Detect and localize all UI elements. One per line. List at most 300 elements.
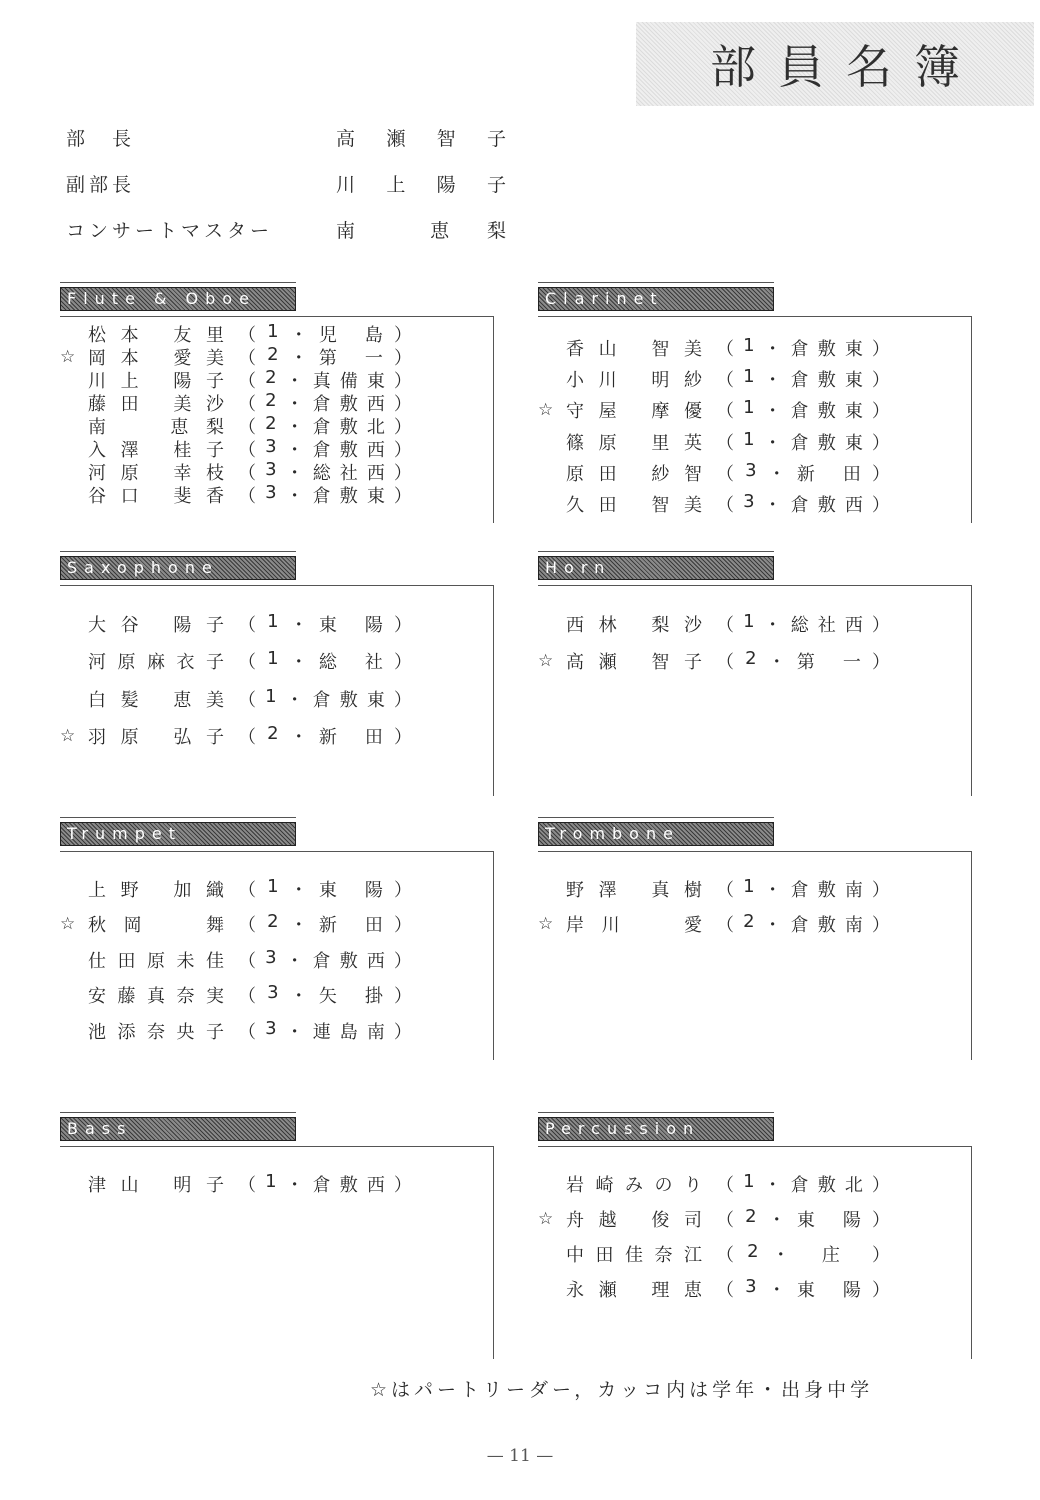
glyph: 2 — [265, 366, 277, 388]
glyph: ・ — [289, 652, 308, 674]
member-row — [538, 1236, 968, 1271]
member-list — [60, 322, 490, 506]
member-row — [60, 437, 490, 460]
member-grade-school — [716, 1276, 890, 1302]
glyph: 俊 — [651, 1209, 670, 1231]
section-top-rule — [60, 817, 296, 818]
glyph: 子 — [205, 370, 224, 392]
glyph — [153, 723, 159, 749]
glyph: 奈 — [176, 986, 195, 1008]
glyph — [631, 648, 637, 674]
officer-row — [66, 122, 526, 168]
glyph: り — [684, 1174, 702, 1196]
glyph: （ — [238, 689, 256, 711]
member-name — [566, 335, 716, 361]
officers-list — [66, 122, 526, 260]
glyph — [826, 648, 832, 674]
glyph — [631, 429, 637, 455]
glyph: 本 — [120, 347, 139, 369]
glyph: 奈 — [147, 1021, 165, 1043]
glyph: 美 — [205, 347, 224, 369]
glyph: ・ — [767, 1209, 786, 1231]
part-leader-star-icon: ☆ — [60, 726, 76, 747]
glyph — [153, 482, 159, 508]
section-trumpet — [60, 817, 496, 1061]
glyph: 陽 — [364, 879, 383, 901]
glyph: 未 — [176, 950, 195, 972]
member-grade-school — [716, 397, 890, 423]
glyph: 西 — [366, 462, 385, 484]
member-name — [566, 460, 716, 486]
glyph: 西 — [844, 495, 863, 517]
section-saxophone — [60, 551, 496, 797]
member-name — [88, 876, 238, 902]
glyph: 香 — [205, 485, 224, 507]
officer-role: 部 長 — [66, 128, 136, 150]
section-percussion — [538, 1112, 974, 1360]
member-grade-school — [238, 876, 412, 902]
glyph: 一 — [842, 652, 861, 674]
glyph: 舞 — [205, 915, 224, 937]
member-row — [538, 488, 968, 519]
glyph: （ — [716, 1244, 734, 1266]
glyph: ・ — [763, 495, 782, 517]
glyph: （ — [238, 950, 256, 972]
glyph: 北 — [366, 416, 385, 438]
section-bass — [60, 1112, 496, 1360]
glyph: 敷 — [339, 950, 358, 972]
glyph: 幸 — [173, 462, 192, 484]
glyph: 敷 — [339, 689, 358, 711]
glyph: 岡 — [88, 347, 106, 369]
section-label: Saxophone — [67, 558, 219, 577]
member-row — [60, 1013, 490, 1049]
glyph: 3 — [745, 1275, 757, 1297]
section-label: Trombone — [545, 824, 680, 843]
member-grade-school — [716, 491, 890, 517]
member-grade-school — [716, 648, 890, 674]
glyph — [631, 335, 637, 361]
glyph: ） — [393, 439, 412, 461]
glyph: 智 — [651, 652, 670, 674]
glyph: ） — [393, 485, 412, 507]
glyph: 弘 — [173, 727, 192, 749]
glyph: （ — [716, 915, 734, 937]
glyph — [637, 911, 643, 937]
glyph: ） — [393, 462, 412, 484]
member-row — [60, 871, 490, 907]
glyph: ） — [871, 1244, 890, 1266]
member-grade-school — [238, 686, 412, 712]
glyph: 北 — [844, 1174, 863, 1196]
glyph: 枝 — [205, 462, 224, 484]
glyph: 原 — [117, 652, 136, 674]
glyph: ・ — [289, 614, 308, 636]
glyph — [631, 366, 637, 392]
member-row — [60, 391, 490, 414]
glyph: （ — [716, 879, 734, 901]
glyph: 永 — [566, 1279, 584, 1301]
glyph: 原 — [598, 432, 617, 454]
glyph: 香 — [566, 338, 584, 360]
section-header — [538, 822, 774, 846]
glyph: ） — [871, 1209, 890, 1231]
member-row — [60, 605, 490, 643]
glyph: 江 — [684, 1244, 702, 1266]
glyph: ・ — [763, 338, 782, 360]
member-grade-school — [238, 1018, 412, 1044]
glyph: 梨 — [205, 416, 224, 438]
glyph: ） — [871, 432, 890, 454]
glyph: ・ — [289, 347, 308, 369]
member-name — [88, 686, 238, 712]
member-grade-school — [238, 611, 412, 637]
glyph: ） — [393, 986, 412, 1008]
glyph: 南 — [366, 1021, 385, 1043]
part-leader-star-icon: ☆ — [538, 651, 554, 672]
glyph: ） — [871, 401, 890, 423]
glyph: 1 — [743, 397, 755, 419]
officer-name-char: 陽 — [436, 174, 456, 196]
glyph: 谷 — [120, 614, 139, 636]
glyph: 西 — [366, 950, 385, 972]
glyph: 友 — [173, 324, 192, 346]
glyph: 久 — [566, 495, 584, 517]
part-leader-star-icon: ☆ — [60, 346, 76, 367]
member-name — [566, 491, 716, 517]
member-list — [538, 332, 968, 520]
glyph: ・ — [289, 986, 308, 1008]
glyph: 衣 — [176, 652, 195, 674]
glyph: 佳 — [206, 950, 224, 972]
glyph: 田 — [364, 727, 383, 749]
glyph: （ — [238, 416, 256, 438]
officer-name-char: 南 — [336, 220, 356, 242]
officer-name-char: 子 — [486, 128, 506, 150]
glyph: ・ — [763, 401, 782, 423]
glyph: 第 — [796, 652, 815, 674]
glyph: 守 — [566, 401, 584, 423]
part-leader-star-icon: ☆ — [60, 914, 76, 935]
member-grade-school — [716, 335, 890, 361]
glyph: 2 — [743, 911, 755, 933]
glyph: 社 — [339, 462, 358, 484]
glyph: ・ — [289, 324, 308, 346]
glyph: 崎 — [595, 1174, 614, 1196]
member-grade-school — [238, 982, 412, 1008]
glyph — [631, 611, 637, 637]
glyph: 里 — [651, 432, 670, 454]
member-name — [88, 611, 238, 637]
glyph: ） — [393, 652, 412, 674]
glyph: み — [625, 1174, 643, 1196]
glyph: 沙 — [205, 393, 224, 415]
glyph: 1 — [743, 610, 755, 632]
glyph — [631, 1206, 637, 1232]
glyph: 舟 — [566, 1209, 584, 1231]
glyph: 川 — [601, 915, 620, 937]
glyph: 原 — [120, 462, 139, 484]
glyph: 澤 — [120, 439, 139, 461]
member-row — [60, 718, 490, 756]
glyph: （ — [238, 614, 256, 636]
glyph: 南 — [88, 416, 106, 438]
glyph: 敷 — [339, 485, 358, 507]
glyph: ） — [393, 324, 412, 346]
glyph: 陽 — [364, 614, 383, 636]
section-header — [60, 287, 296, 311]
officer-name-char: 上 — [386, 174, 406, 196]
glyph: 真 — [651, 879, 670, 901]
glyph: 1 — [743, 875, 755, 897]
glyph: 澤 — [598, 879, 617, 901]
glyph: （ — [716, 652, 734, 674]
glyph: 河 — [88, 652, 106, 674]
glyph: （ — [716, 369, 734, 391]
glyph — [631, 1276, 637, 1302]
glyph: 樹 — [683, 879, 702, 901]
section-horn — [538, 551, 974, 797]
glyph: 3 — [265, 435, 277, 457]
glyph — [348, 723, 354, 749]
section-label: Trumpet — [67, 824, 182, 843]
member-grade-school — [238, 947, 412, 973]
glyph: 子 — [205, 727, 224, 749]
glyph: 東 — [796, 1279, 815, 1301]
section-top-rule — [60, 282, 296, 283]
member-grade-school — [716, 911, 890, 937]
glyph: 原 — [120, 727, 139, 749]
glyph: 央 — [176, 1021, 195, 1043]
glyph — [348, 911, 354, 937]
glyph: 敷 — [817, 432, 836, 454]
member-row — [60, 345, 490, 368]
glyph: 口 — [120, 485, 139, 507]
glyph: 美 — [683, 338, 702, 360]
member-row — [538, 1201, 968, 1236]
glyph: 美 — [173, 393, 192, 415]
glyph: 英 — [683, 432, 702, 454]
glyph: ・ — [763, 879, 782, 901]
glyph: 瀬 — [598, 1279, 617, 1301]
glyph: （ — [716, 495, 734, 517]
section-label: Percussion — [545, 1119, 701, 1138]
part-leader-star-icon: ☆ — [538, 914, 554, 935]
glyph: （ — [238, 915, 256, 937]
glyph: 3 — [265, 481, 277, 503]
glyph: 倉 — [312, 689, 331, 711]
officer-row — [66, 168, 526, 214]
glyph: 1 — [265, 1170, 277, 1192]
glyph: （ — [238, 652, 256, 674]
glyph: 智 — [651, 495, 670, 517]
section-flute-oboe — [60, 282, 496, 524]
glyph: 敷 — [339, 393, 358, 415]
glyph: 池 — [88, 1021, 106, 1043]
section-header — [60, 556, 296, 580]
glyph: ・ — [285, 485, 304, 507]
glyph — [631, 397, 637, 423]
member-row — [60, 978, 490, 1014]
glyph: 倉 — [312, 393, 331, 415]
glyph: 越 — [598, 1209, 617, 1231]
glyph: （ — [238, 727, 256, 749]
glyph: 中 — [566, 1244, 584, 1266]
member-row — [60, 368, 490, 391]
member-grade-school — [238, 723, 412, 749]
glyph: 西 — [566, 614, 584, 636]
glyph: ・ — [763, 1174, 782, 1196]
glyph: 新 — [796, 463, 815, 485]
glyph: ・ — [289, 727, 308, 749]
glyph: ） — [393, 727, 412, 749]
member-grade-school — [716, 1206, 890, 1232]
member-grade-school — [238, 911, 412, 937]
glyph: 2 — [265, 389, 277, 411]
officer-name-char: 高 — [336, 128, 356, 150]
glyph: 東 — [318, 879, 337, 901]
glyph: 1 — [265, 685, 277, 707]
glyph — [348, 876, 354, 902]
glyph: ・ — [285, 689, 304, 711]
glyph: 愛 — [683, 915, 702, 937]
glyph: 子 — [206, 1021, 224, 1043]
member-row — [538, 605, 968, 643]
member-name — [566, 397, 716, 423]
glyph: 東 — [844, 401, 863, 423]
glyph — [803, 1241, 809, 1267]
glyph: 矢 — [318, 986, 337, 1008]
member-name — [566, 366, 716, 392]
glyph: 仕 — [88, 950, 106, 972]
glyph: 紗 — [683, 369, 702, 391]
page-title: 部員名簿 — [710, 40, 982, 94]
glyph: 里 — [205, 324, 224, 346]
officer-name — [336, 216, 506, 243]
glyph: 川 — [88, 370, 106, 392]
glyph: 倉 — [790, 1174, 809, 1196]
glyph: 恵 — [170, 416, 189, 438]
glyph: 理 — [651, 1279, 670, 1301]
glyph: 髪 — [120, 689, 139, 711]
glyph: 倉 — [312, 439, 331, 461]
member-list — [60, 1166, 490, 1201]
glyph: （ — [716, 1209, 734, 1231]
glyph: 敷 — [339, 439, 358, 461]
glyph — [853, 1241, 859, 1267]
member-list — [60, 605, 490, 755]
glyph: 山 — [598, 338, 617, 360]
glyph: ） — [393, 950, 412, 972]
glyph: 島 — [339, 1021, 358, 1043]
member-list — [60, 871, 490, 1049]
member-row — [60, 414, 490, 437]
glyph: 3 — [745, 459, 757, 481]
section-top-rule — [538, 1112, 774, 1113]
glyph: 恵 — [173, 689, 192, 711]
glyph: 敷 — [817, 495, 836, 517]
glyph: 倉 — [790, 879, 809, 901]
glyph: 山 — [120, 1174, 139, 1196]
glyph: 敷 — [817, 401, 836, 423]
glyph: 2 — [267, 723, 279, 745]
member-name — [88, 982, 238, 1008]
glyph: 南 — [844, 879, 863, 901]
glyph: 藤 — [117, 986, 136, 1008]
glyph: 敷 — [817, 915, 836, 937]
glyph: （ — [716, 401, 734, 423]
glyph — [159, 911, 165, 937]
section-header — [60, 1117, 296, 1141]
section-top-rule — [60, 551, 296, 552]
glyph: 倉 — [790, 338, 809, 360]
glyph: 沙 — [683, 614, 702, 636]
glyph: 岩 — [566, 1174, 584, 1196]
officer-name-char: 川 — [336, 174, 356, 196]
glyph: 2 — [267, 343, 279, 365]
member-name — [88, 947, 238, 973]
glyph: 河 — [88, 462, 106, 484]
member-name — [566, 648, 716, 674]
member-row — [538, 363, 968, 394]
glyph — [153, 1171, 159, 1197]
glyph: 連 — [312, 1021, 331, 1043]
glyph — [661, 911, 667, 937]
glyph — [348, 611, 354, 637]
glyph: 東 — [844, 338, 863, 360]
glyph: 篠 — [566, 432, 584, 454]
glyph: 敷 — [817, 1174, 836, 1196]
glyph — [153, 611, 159, 637]
glyph: 社 — [364, 652, 383, 674]
glyph: （ — [238, 370, 256, 392]
glyph: 敷 — [339, 1174, 358, 1196]
glyph: 津 — [88, 1174, 106, 1196]
glyph: 田 — [595, 1244, 614, 1266]
glyph: 智 — [651, 338, 670, 360]
footnote: ☆はパートリーダー，カッコ内は学年・出身中学 — [370, 1379, 874, 1401]
glyph: 智 — [683, 463, 702, 485]
glyph: 2 — [747, 1240, 759, 1262]
glyph: 谷 — [88, 485, 106, 507]
officer-name — [336, 124, 506, 151]
glyph: 1 — [267, 320, 279, 342]
glyph: 瀬 — [598, 652, 617, 674]
glyph: 白 — [88, 689, 106, 711]
glyph: 陽 — [173, 614, 192, 636]
glyph: 倉 — [312, 1174, 331, 1196]
member-name — [566, 1276, 716, 1302]
glyph: （ — [716, 463, 734, 485]
glyph: ） — [871, 1174, 890, 1196]
member-name — [88, 648, 238, 674]
officer-row — [66, 214, 526, 260]
glyph: （ — [238, 393, 256, 415]
glyph: ） — [393, 393, 412, 415]
glyph: 島 — [364, 324, 383, 346]
glyph: ・ — [285, 1174, 304, 1196]
part-leader-star-icon: ☆ — [538, 1208, 554, 1229]
section-label: Bass — [67, 1119, 133, 1138]
officer-name-char: 梨 — [486, 220, 506, 242]
glyph: （ — [238, 986, 256, 1008]
glyph: ・ — [763, 432, 782, 454]
glyph: 羽 — [88, 727, 106, 749]
glyph: ） — [393, 1021, 412, 1043]
section-top-rule — [538, 282, 774, 283]
glyph: 川 — [598, 369, 617, 391]
member-name — [88, 482, 238, 508]
